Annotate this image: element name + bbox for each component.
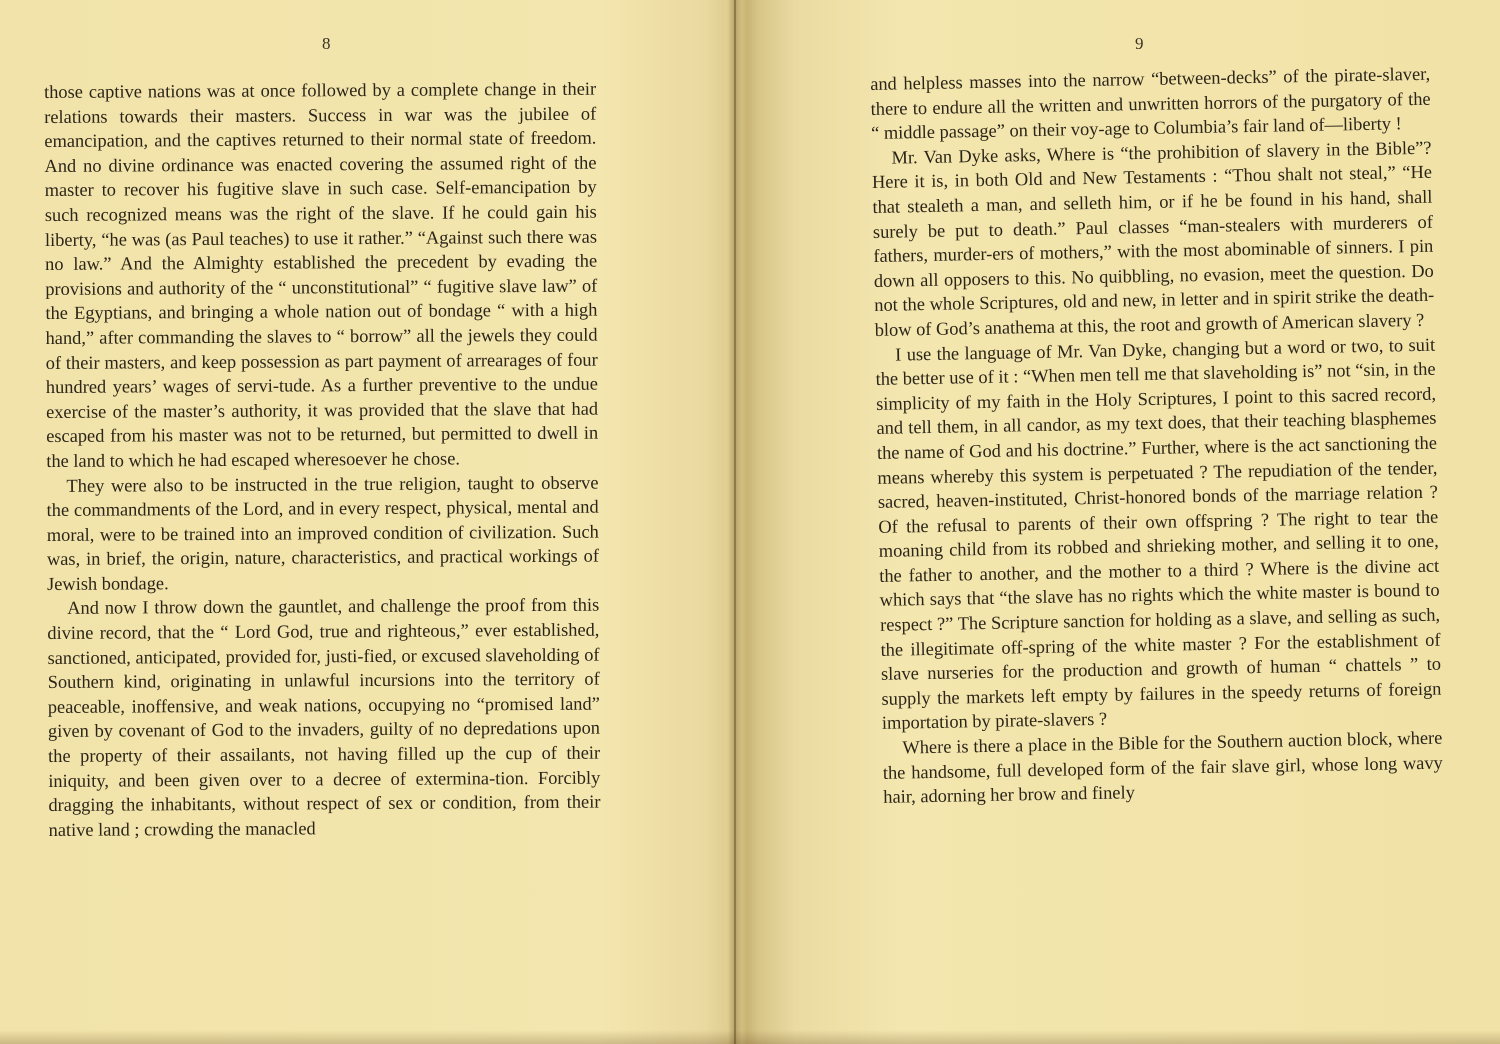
right-page — [745, 0, 1500, 1044]
paragraph: I use the language of Mr. Van Dyke, changing but a word or two, to suit the better use of it : “When men tell me that slaveholding is” not “sin, in the simplicity of my faith in the Holy Scriptures, I point to this sacred record, and tell them, in all candor, as my text does, that their teaching blasphemes the name of God and his doctrine.” Further, where is the act sanctioning the means whereby this system is perpetuated ? The repudiation of the tender, sacred, heaven-instituted, Christ-honored bonds of the marriage relation ? Of the refusal to parents of their own offspring ? The right to tear the moaning child from its robbed and shrieking mother, and selling it to one, the father to another, and the mother to a third ? Where is the divine act which says that “the slave has no rights which the white master is bound to respect ?” The Scripture sanction for holding as a slave, and selling as such, the illegitimate off-spring of the white master ? For the establishment of slave nurseries for the production and growth of human “ chattels ” to supply the markets left empty by failures in the speedy returns of foreign importation by pirate-slavers ? — [875, 334, 1442, 734]
page-number: 9 — [1135, 34, 1144, 53]
page-number: 8 — [322, 34, 331, 53]
paragraph: They were also to be instructed in the true religion, taught to observe the commandments of the Lord, and in every respect, physical, mental and moral, were to be trained into an improved condition of civilization. Such was, in brief, the origin, nature, characteristics, and practical workings of Jewish bondage. — [46, 472, 599, 594]
paragraph: those captive nations was at once followed by a complete change in their relations towards their masters. Success in war was the jubilee of emancipation, and the captives returned to their normal state of freedom. And no divine ordinance was enacted covering the assumed right of the master to recover his fugitive slave in such case. Self-emancipation by such recognized means was the right of the slave. If he could gain his liberty, “he was (as Paul teaches) to use it rather.” “Against such there was no law.” And the Almighty established the precedent by evading the provisions and authority of the “ unconstitutional” “ fugitive slave law” of the Egyptians, and bringing a whole nation out of bondage “ with a high hand,” after commanding the slaves to “ borrow” all the jewels they could of their masters, and keep possession as part payment of arrearages of four hundred years’ wages of servi-tude. As a further preventive to the undue exercise of the master’s authority, it was provided that the slave that had escaped from his master was not to be returned, but permitted to dwell in the land to which he had escaped wheresoever he chose. — [44, 78, 599, 471]
left-page — [0, 0, 735, 1044]
paragraph: Mr. Van Dyke asks, Where is “the prohibition of slavery in the Bible”? Here it is, in both Old and New Testaments : “Thou shalt not steal,” “He that stealeth a man, and selleth him, or if he be found in his hand, shall surely be put to death.” Paul classes “man-stealers with murderers of fathers, murder-ers of mothers,” with the most abominable of sinners. I pin down all opposers to this. No quibbling, no evasion, meet the question. Do not the whole Scriptures, old and new, in letter and in spirit strike the death-blow of God’s anathema at this, the root and growth of American slavery ? — [871, 137, 1435, 340]
paragraph: Where is there a place in the Bible for the Southern auction block, where the handsome, full developed form of the fair slave girl, whose long wavy hair, adorning her brow and finely — [882, 727, 1443, 808]
page-bottom-shadow — [0, 1030, 1500, 1044]
paragraph: and helpless masses into the narrow “between-decks” of the pirate-slaver, there to endure all the written and unwritten horrors of the purgatory of the “ middle passage” on their voy-age to Columbia’s fair land of—liberty ! — [870, 63, 1431, 144]
paragraph: And now I throw down the gauntlet, and challenge the proof from this divine record, that the “ Lord God, true and righteous,” ever established, sanctioned, anticipated, provided for, justi-fied, or excused slaveholding of Southern kind, originating in unlawful incursions into the territory of peaceable, inoffensive, and weak nations, occupying no “promised land” given by covenant of God to the invaders, guilty of no depredations upon the property of their assailants, not having filled up the cup of their iniquity, and been given over to a decree of extermina-tion. Forcibly dragging the inhabitants, without respect of sex or condition, from their native land ; crowding the manacled — [47, 595, 601, 840]
page-text — [44, 77, 601, 843]
page-text — [870, 62, 1443, 810]
